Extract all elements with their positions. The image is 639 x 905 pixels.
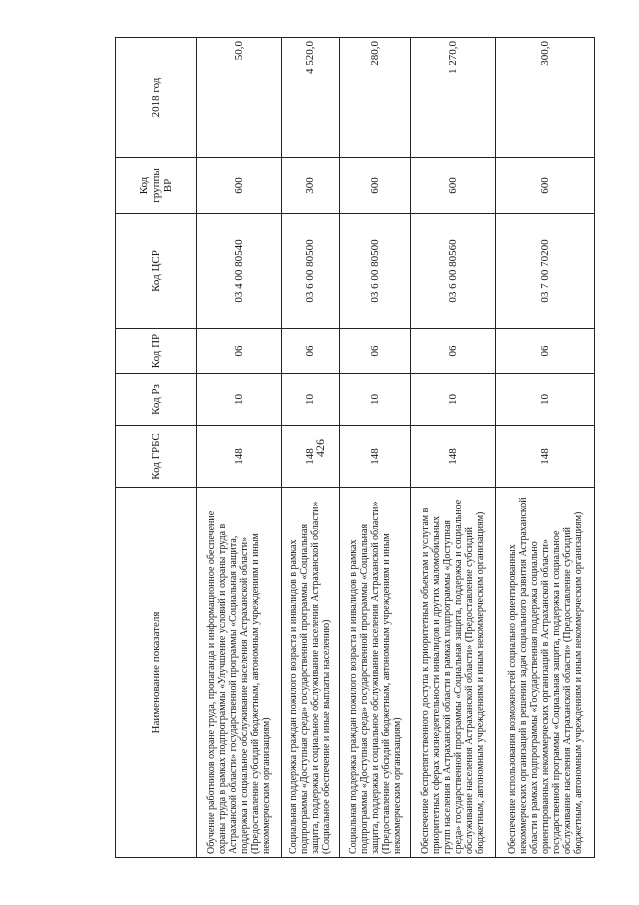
header-year: 2018 год [116,38,197,158]
header-vr: Код группы ВР [116,158,197,214]
page-number: 426 [313,439,327,457]
row-vr: 300 [282,158,340,214]
row-pr: 06 [496,329,595,374]
table-row [339,38,410,858]
table-header-row [116,38,197,858]
row-grbs: 148 [496,426,595,488]
row-name: Обеспечение беспрепятственного доступа к приоритетным объектам и услугам в приоритетных сферах жизнедеятельности инвалидов и других маломобильных групп населения в Астраханской области в рамках подпрограммы «Доступная среда» государственной программы «Социальная защита, поддержка и социальное обслуживание населения Астраханской области» (Предоставление субсидий бюджетным, автономным учреждениям и иным некоммерческим организациям) [411,488,496,858]
row-rz: 10 [411,374,496,426]
row-amount: 300,0 [496,38,595,158]
header-name: Наименование показателя [116,488,197,858]
row-rz: 10 [339,374,410,426]
row-amount: 1 270,0 [411,38,496,158]
row-csr: 03 6 00 80500 [282,214,340,329]
table-row [197,38,282,858]
table-row [282,38,340,858]
header-csr: Код ЦСР [116,214,197,329]
budget-table [115,37,595,858]
header-pr: Код ПР [116,329,197,374]
row-csr: 03 7 00 70200 [496,214,595,329]
row-amount: 4 520,0 [282,38,340,158]
row-grbs: 148 [197,426,282,488]
row-vr: 600 [339,158,410,214]
row-pr: 06 [282,329,340,374]
row-name: Социальная поддержка граждан пожилого возраста и инвалидов в рамках подпрограммы «Доступная среда» государственной программы «Социальная защита, поддержка и социальное обслуживание населения Астраханской области» (Социальное обеспечение и иные выплаты населению) [282,488,340,858]
row-rz: 10 [282,374,340,426]
table-row [496,38,595,858]
row-rz: 10 [496,374,595,426]
row-name: Обеспечение использования возможностей социально ориентированных некоммерческих организаций в решении задач социального развития Астраханской области в рамках подпрограммы «Государственная поддержка социально ориентированных некоммерческих организаций в Астраханской области» государственной программы «Социальная защита, поддержка и социальное обслуживание населения Астраханской области» (Предоставление субсидий бюджетным, автономным учреждениям и иным некоммерческим организациям) [496,488,595,858]
row-vr: 600 [197,158,282,214]
row-csr: 03 6 00 80500 [339,214,410,329]
row-grbs: 148 [339,426,410,488]
table-row [411,38,496,858]
row-pr: 06 [197,329,282,374]
row-pr: 06 [339,329,410,374]
row-grbs: 148 [411,426,496,488]
row-rz: 10 [197,374,282,426]
row-vr: 600 [411,158,496,214]
row-pr: 06 [411,329,496,374]
row-amount: 280,0 [339,38,410,158]
rotated-budget-table-sheet [115,38,595,858]
header-rz: Код Рз [116,374,197,426]
row-amount: 50,0 [197,38,282,158]
row-name: Социальная поддержка граждан пожилого возраста и инвалидов в рамках подпрограммы «Доступная среда» государственной программы «Социальная защита, поддержка и социальное обслуживание населения Астраханской области» (Предоставление субсидий бюджетным, автономным учреждениям и иным некоммерческим организациям) [339,488,410,858]
header-grbs: Код ГРБС [116,426,197,488]
row-csr: 03 4 00 80540 [197,214,282,329]
row-vr: 600 [496,158,595,214]
row-grbs: 148 [282,426,340,488]
row-csr: 03 6 00 80560 [411,214,496,329]
row-name: Обучение работников охране труда, пропаганда и информационное обеспечение охраны труда в рамках подпрограммы «Улучшение условий и охраны труда в Астраханской области» государственной программы «Социальная защита, поддержка и социальное обслуживание населения Астраханской области» (Предоставление субсидий бюджетным, автономным учреждениям и иным некоммерческим организациям) [197,488,282,858]
